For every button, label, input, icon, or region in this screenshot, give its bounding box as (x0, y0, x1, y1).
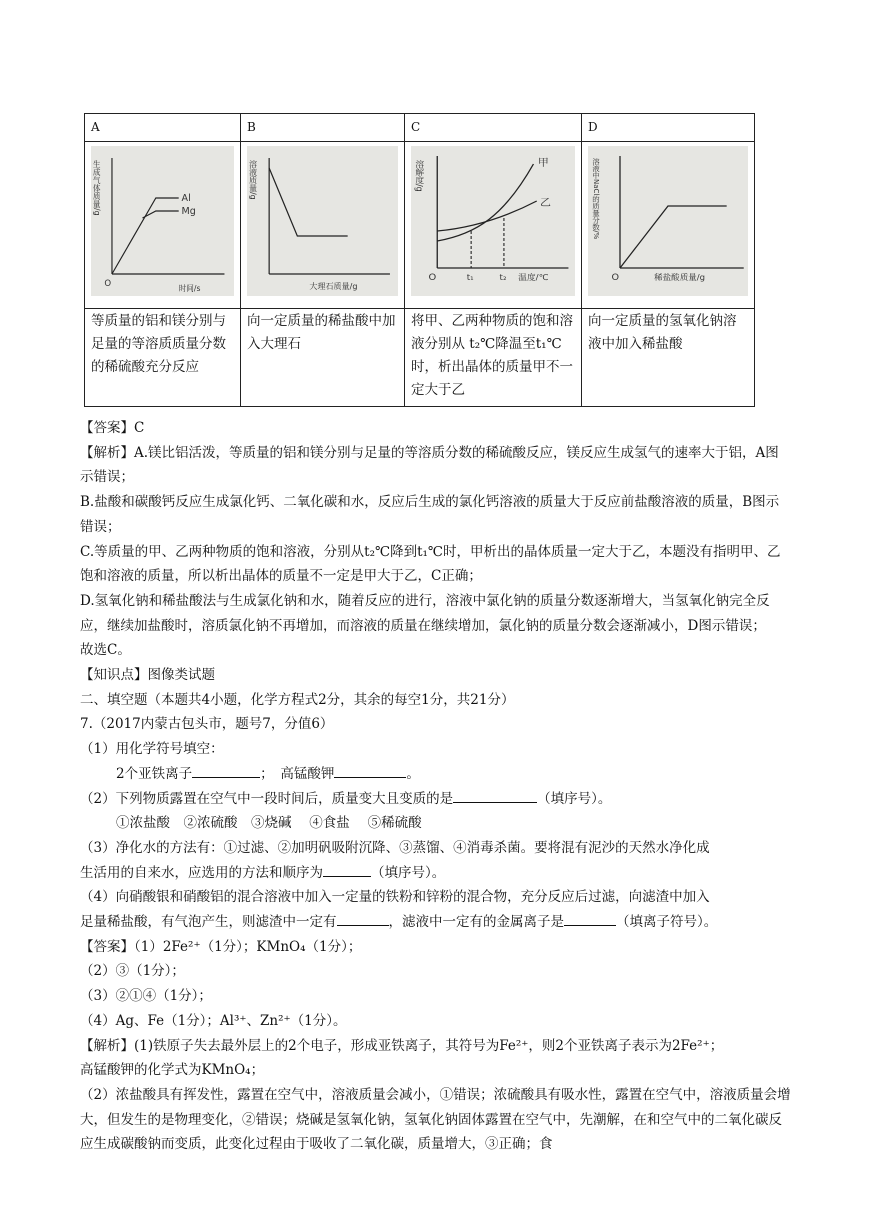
graph-b (247, 146, 398, 296)
y-axis-label: 溶液中NaCl的质量分数/% (591, 158, 602, 240)
answer-1 (80, 935, 792, 960)
options-figure-row (85, 142, 755, 309)
explanation-1 (80, 1034, 792, 1059)
analysis-d: D.氢氧化钠和稀盐酸法与生成氯化钠和水，随着反应的进行，溶液中氯化钠的质量分数逐渐增大，当氢氧化钠完全反应，继续加盐酸时，溶质氯化钠不再增加，而溶液的质量在继续增加，氯化钠的质量分数会逐渐减小，D图示错误； (80, 592, 770, 634)
answer-blank[interactable] (323, 862, 371, 877)
origin-label: O (104, 278, 112, 290)
q7-2-end: （填序号）。 (537, 790, 612, 807)
q7-4-mid: ，滤液中一定有的金属离子是 (388, 914, 564, 931)
section-heading: 二、填空题（本题共4小题，化学方程式2分，其余的每空1分，共21分） (80, 691, 515, 708)
q7-4b-text: 足量稀盐酸，有气泡产生，则滤渣中一定有 (80, 914, 337, 931)
q7-3-end: （填序号）。 (371, 864, 446, 881)
x-axis-label: 稀盐酸质量/g (654, 272, 706, 282)
q7-part1: （1）用化学符号填空： (80, 741, 224, 758)
answer-blank[interactable] (453, 788, 537, 803)
option-caption: 向一定质量的氢氧化钠溶液中加入稀盐酸 (582, 309, 755, 407)
y-axis-label: 溶解度/g (414, 160, 425, 192)
explanation-2: （2）浓盐酸具有挥发性，露置在空气中，溶液质量会减小，①错误；浓硫酸具有吸水性，露置在空气中，溶液质量会增大，但发生的是物理变化，②错误；烧碱是氢氧化钠，氢氧化钠固体露置在空气中，先潮解，在和空气中的二氧化碳反应生成碳酸钠而变质，此变化过程由于吸收了二氧化碳，质量增大，③正确；食 (80, 1086, 791, 1153)
x-axis-label: 大理石质量/g (309, 282, 358, 291)
option-caption: 向一定质量的稀盐酸中加入大理石 (241, 309, 405, 407)
y-axis-label: 溶液质量/g (248, 160, 258, 200)
answer-blank[interactable] (192, 763, 260, 778)
q7-1a-text: 2个亚铁离子 (116, 765, 193, 782)
q7-part3-line1: （3）净化水的方法有：①过滤、②加明矾吸附沉降、③蒸馏、④消毒杀菌。要将混有泥沙的天然水净化成 (80, 839, 710, 856)
x-axis-label: 时间/s (178, 283, 201, 294)
explanation-tag: 【解析】 (80, 1037, 134, 1054)
analysis-b: B.盐酸和碳酸钙反应生成氯化钙、二氧化碳和水，反应后生成的氯化钙溶液的质量大于反应前盐酸溶液的质量，B图示错误； (80, 494, 780, 535)
q7-part4-line1: （4）向硝酸银和硝酸铝的混合溶液中加入一定量的铁粉和锌粉的混合物，充分反应后过滤，向滤渣中加入 (80, 889, 710, 906)
q7-part3-line2 (80, 861, 792, 886)
option-letter: D (582, 114, 755, 142)
tick-t2: t₂ (499, 272, 507, 282)
conclusion: 故选C。 (80, 642, 131, 659)
option-letter: A (85, 114, 241, 142)
graph-a (91, 146, 234, 296)
curve-label-jia: 甲 (537, 157, 549, 169)
explanation-1-text: (1)铁原子失去最外层上的2个电子，形成亚铁离子，其符号为Fe²⁺，则2个亚铁离子表示为2Fe²⁺； (134, 1037, 724, 1054)
q7-part2 (80, 787, 792, 812)
graph-d (588, 146, 748, 296)
option-caption: 等质量的铝和镁分别与足量的等溶质质量分数的稀硫酸充分反应 (85, 309, 241, 407)
question-7-title: 7.（2017内蒙古包头市，题号7，分值6） (80, 716, 334, 733)
y-axis-label: 生成气体质量/g (92, 160, 102, 216)
q7-part1-blanks: 2个亚铁离子 ； 高锰酸钾 。 (80, 762, 792, 787)
q7-4-end: （填离子符号）。 (616, 914, 718, 931)
answer-3: （3）②①④（1分）； (80, 988, 212, 1005)
q7-1b-text: 高锰酸钾 (280, 765, 335, 782)
graph-c (411, 146, 575, 296)
option-letter: C (405, 114, 582, 142)
explanation-1b: 高锰酸钾的化学式为KMnO₄； (80, 1062, 265, 1079)
document-body (80, 416, 792, 1157)
analysis-a (80, 441, 792, 490)
answer-tag: 【答案】 (80, 938, 134, 955)
answer-blank[interactable] (334, 763, 406, 778)
q7-part4-line2 (80, 910, 792, 935)
line-label-mg: Mg (181, 205, 196, 218)
options-header-row (85, 114, 755, 142)
analysis-tag: 【解析】 (80, 444, 134, 461)
options-table (84, 113, 755, 407)
origin-label: O (428, 272, 437, 283)
tick-t1: t₁ (466, 272, 474, 282)
q7-2-text: （2）下列物质露置在空气中一段时间后，质量变大且变质的是 (80, 790, 454, 807)
knowledge-point: 【知识点】图像类试题 (80, 667, 215, 684)
curve-label-yi: 乙 (540, 197, 551, 209)
answer-2: （2）③（1分）； (80, 963, 185, 980)
answer-1-text: （1）2Fe²⁺（1分）；KMnO₄（1分）； (134, 938, 362, 955)
line-label-al: Al (181, 192, 191, 205)
q7-part2-options: ①浓盐酸 ②浓硫酸 ③烧碱 ④食盐 ⑤稀硫酸 (116, 815, 422, 832)
analysis-c: C.等质量的甲、乙两种物质的饱和溶液，分别从t₂℃降到t₁℃时，甲析出的晶体质量一定大于乙，本题没有指明甲、乙饱和溶液的质量，所以析出晶体的质量不一定是甲大于乙，C正确； (80, 543, 781, 585)
answer-line: 【答案】C (80, 420, 145, 436)
option-caption: 将甲、乙两种物质的饱和溶液分别从 t₂℃降温至t₁℃时，析出晶体的质量甲不一定大于乙 (405, 309, 582, 407)
origin-label: O (611, 272, 620, 283)
answer-blank[interactable] (564, 911, 616, 926)
q7-3b-text: 生活用的自来水，应选用的方法和顺序为 (80, 864, 323, 881)
analysis-a-text: A.镁比铝活泼，等质量的铝和镁分别与足量的等溶质分数的稀硫酸反应，镁反应生成氢气的速率大于铝，A图示错误； (80, 444, 779, 486)
answer-4: （4）Ag、Fe（1分）；Al³⁺、Zn²⁺（1分）。 (80, 1012, 347, 1029)
options-caption-row (85, 309, 755, 407)
option-letter: B (241, 114, 405, 142)
x-axis-label: 温度/℃ (518, 272, 549, 282)
answer-blank[interactable] (337, 911, 389, 926)
